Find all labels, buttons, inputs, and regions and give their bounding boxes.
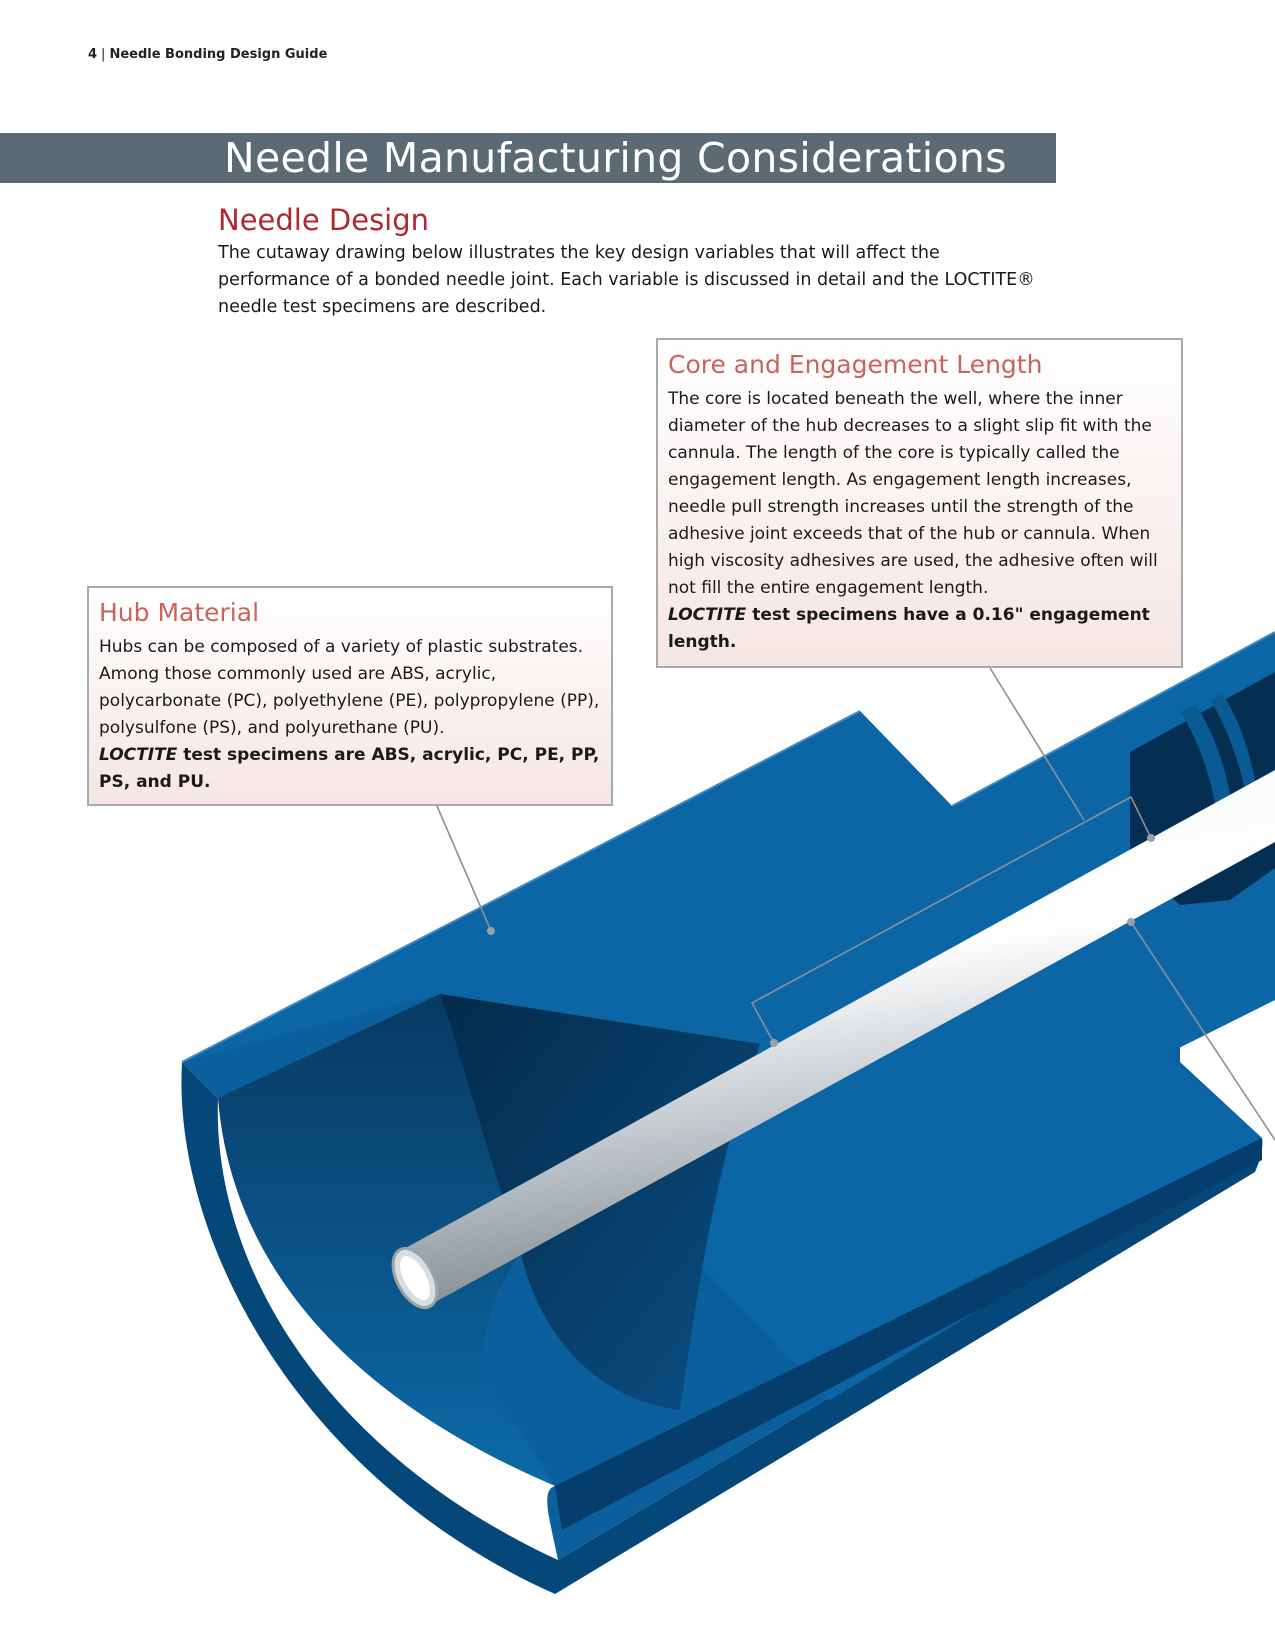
hub-material-note xyxy=(99,742,601,796)
hub-material-body: Hubs can be composed of a variety of plastic substrates. Among those commonly used are ABS, acrylic, polycarbonate (PC), polyethylene (PE), polypropylene (PP), polysulfone (PS), and polyurethane (PU). xyxy=(99,637,600,738)
hub-material-note-text: test specimens are ABS, acrylic, PC, PE, PP, PS, and PU. xyxy=(99,745,600,792)
page-number: 4 xyxy=(88,47,98,62)
core-engagement-note xyxy=(668,602,1171,656)
core-engagement-callout xyxy=(656,338,1183,668)
hub-material-callout xyxy=(87,586,613,806)
brand-name: LOCTITE xyxy=(99,745,178,765)
core-engagement-body: The core is located beneath the well, where the inner diameter of the hub decreases to a slight slip fit with the cannula. The length of the core is typically called the engagement length. As engagement length increases, needle pull strength increases until the strength of the adhesive joint exceeds that of the hub or cannula. When high viscosity adhesives are used, the adhesive often will not fill the entire engagement length. xyxy=(668,389,1158,598)
hub-leader-line xyxy=(437,806,491,931)
core-engagement-note-text: test specimens have a 0.16" engagement length. xyxy=(668,605,1150,652)
needle-design-heading: Needle Design xyxy=(218,203,430,237)
header-separator: | xyxy=(101,47,106,62)
page-title: Needle Manufacturing Considerations xyxy=(224,134,1007,182)
needle-design-intro: The cutaway drawing below illustrates the key design variables that will affect the performance of a bonded needle joint. Each variable is discussed in detail and the LOCTITE® needle test specimens are described. xyxy=(218,243,1035,317)
hub-material-heading: Hub Material xyxy=(99,598,260,627)
core-engagement-heading: Core and Engagement Length xyxy=(668,350,1043,379)
brand-name: LOCTITE xyxy=(668,605,747,625)
guide-title: Needle Bonding Design Guide xyxy=(109,47,328,62)
